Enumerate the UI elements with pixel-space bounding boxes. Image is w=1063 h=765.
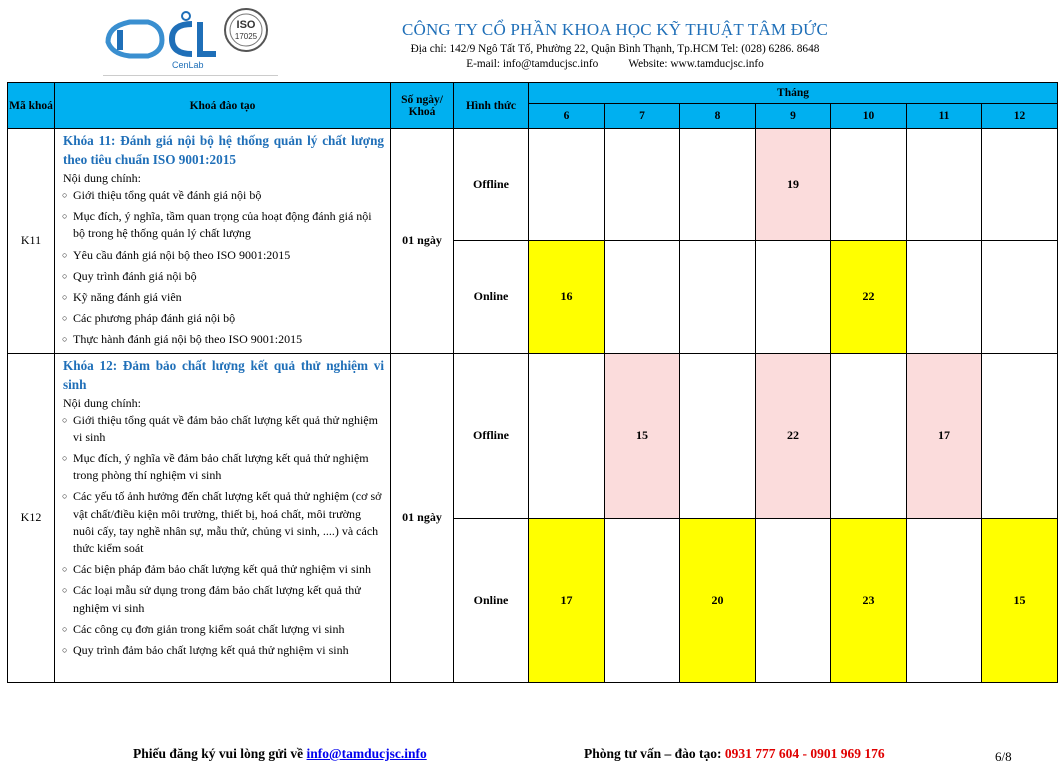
course-code: K11 (8, 129, 55, 354)
company-logo (100, 4, 280, 76)
month-header: 9 (756, 104, 831, 129)
month-header: 11 (907, 104, 982, 129)
date-cell: 22 (756, 353, 831, 518)
month-header: 7 (605, 104, 680, 129)
date-cell (756, 518, 831, 682)
date-cell (680, 129, 756, 241)
list-item: ○ Các biện pháp đảm bảo chất lượng kết quả thử nghiệm vi sinh (63, 561, 384, 578)
company-address: Địa chỉ: 142/9 Ngô Tất Tố, Phường 22, Quận Bình Thạnh, Tp.HCM Tel: (028) 6286. 8648 (410, 43, 820, 55)
date-cell: 19 (756, 129, 831, 241)
list-item: ○ Các yếu tố ảnh hưởng đến chất lượng kết quả thử nghiệm (cơ sở vật chất/điều kiện môi trường, thiết bị, hoá chất, môi trường nuôi cấy, tay nghề nhân sự, mẫu thử, chủng vi sinh, ....) và cách thức kiểm soát (63, 488, 384, 557)
footer-register (133, 746, 427, 762)
list-item: ○ Các công cụ đơn giản trong kiểm soát chất lượng vi sinh (63, 621, 384, 638)
date-cell: 20 (680, 518, 756, 682)
date-cell (605, 129, 680, 241)
company-name: CÔNG TY CỔ PHẦN KHOA HỌC KỸ THUẬT TÂM ĐỨC (401, 20, 829, 39)
date-cell (831, 129, 907, 241)
company-header (350, 20, 880, 70)
date-cell: 17 (529, 518, 605, 682)
form-online: Online (454, 241, 529, 353)
date-cell (907, 518, 982, 682)
list-item: ○ Quy trình đảm bảo chất lượng kết quả thử nghiệm vi sinh (63, 642, 384, 659)
month-header: 6 (529, 104, 605, 129)
date-cell: 15 (605, 353, 680, 518)
list-item: ○ Giới thiệu tổng quát về đánh giá nội bộ (63, 187, 384, 204)
company-email: E-mail: info@tamducjsc.info (466, 58, 599, 70)
header-days: Số ngày/ Khoá (391, 83, 454, 129)
date-cell: 23 (831, 518, 907, 682)
date-cell (605, 518, 680, 682)
header-code: Mã khoá (8, 83, 55, 129)
date-cell (756, 241, 831, 353)
date-cell (529, 129, 605, 241)
date-cell: 17 (907, 353, 982, 518)
header-month: Tháng (529, 83, 1058, 104)
training-schedule-table (7, 82, 1058, 683)
date-cell (907, 129, 982, 241)
month-header: 12 (982, 104, 1058, 129)
date-cell (529, 353, 605, 518)
list-item: ○ Quy trình đánh giá nội bộ (63, 268, 384, 285)
date-cell (982, 129, 1058, 241)
date-cell: 22 (831, 241, 907, 353)
page-number: 6/8 (995, 749, 1012, 764)
content-label: Nội dung chính: (63, 395, 141, 410)
list-item: ○ Các loại mẫu sử dụng trong đảm bảo chất lượng kết quả thử nghiệm vi sinh (63, 582, 384, 616)
footer-consult (584, 746, 885, 762)
list-item: ○ Mục đích, ý nghĩa, tầm quan trọng của hoạt động đánh giá nội bộ trong hệ thống quản lý chất lượng (63, 208, 384, 242)
logo-sub-text: CenLab (172, 60, 204, 70)
date-cell (982, 241, 1058, 353)
svg-text:17025: 17025 (234, 32, 258, 41)
course-description (55, 353, 391, 682)
content-label: Nội dung chính: (63, 171, 141, 185)
date-cell (605, 241, 680, 353)
consult-label: Phòng tư vấn – đào tạo: (584, 746, 725, 761)
content-list (63, 187, 384, 349)
date-cell (831, 353, 907, 518)
form-offline: Offline (454, 129, 529, 241)
date-cell: 15 (982, 518, 1058, 682)
header-course: Khoá đào tạo (55, 83, 391, 129)
consult-phones: 0931 777 604 - 0901 969 176 (724, 746, 885, 761)
list-item: ○ Yêu cầu đánh giá nội bộ theo ISO 9001:2015 (63, 247, 384, 264)
course-days: 01 ngày (391, 129, 454, 354)
table-row (8, 129, 1058, 241)
course-title: Khóa 12: Đảm bảo chất lượng kết quả thử nghiệm vi sinh (63, 357, 384, 392)
course-code: K12 (8, 353, 55, 682)
list-item: ○ Mục đích, ý nghĩa về đảm bảo chất lượng kết quả thử nghiệm trong phòng thí nghiệm vi sinh (63, 450, 384, 484)
register-email-link[interactable]: info@tamducjsc.info (306, 746, 427, 761)
list-item: ○ Thực hành đánh giá nội bộ theo ISO 9001:2015 (63, 331, 384, 348)
date-cell (680, 241, 756, 353)
month-header: 10 (831, 104, 907, 129)
list-item: ○ Các phương pháp đánh giá nội bộ (63, 310, 384, 327)
date-cell (680, 353, 756, 518)
company-website: Website: www.tamducjsc.info (628, 58, 764, 70)
company-contact (350, 58, 880, 70)
course-days: 01 ngày (391, 353, 454, 682)
list-item: ○ Giới thiệu tổng quát về đảm bảo chất lượng kết quả thử nghiệm vi sinh (63, 412, 384, 446)
course-description (55, 129, 391, 354)
date-cell: 16 (529, 241, 605, 353)
content-list (63, 412, 384, 660)
register-text: Phiếu đăng ký vui lòng gửi về (133, 746, 307, 761)
logo-divider (103, 75, 278, 76)
date-cell (907, 241, 982, 353)
header-form: Hình thức (454, 83, 529, 129)
form-offline: Offline (454, 353, 529, 518)
list-item: ○ Kỹ năng đánh giá viên (63, 289, 384, 306)
table-row (8, 353, 1058, 518)
svg-text:ISO: ISO (236, 19, 256, 31)
form-online: Online (454, 518, 529, 682)
date-cell (982, 353, 1058, 518)
course-title: Khóa 11: Đánh giá nội bộ hệ thống quản lý chất lượng theo tiêu chuẩn ISO 9001:2015 (63, 133, 384, 167)
month-header: 8 (680, 104, 756, 129)
